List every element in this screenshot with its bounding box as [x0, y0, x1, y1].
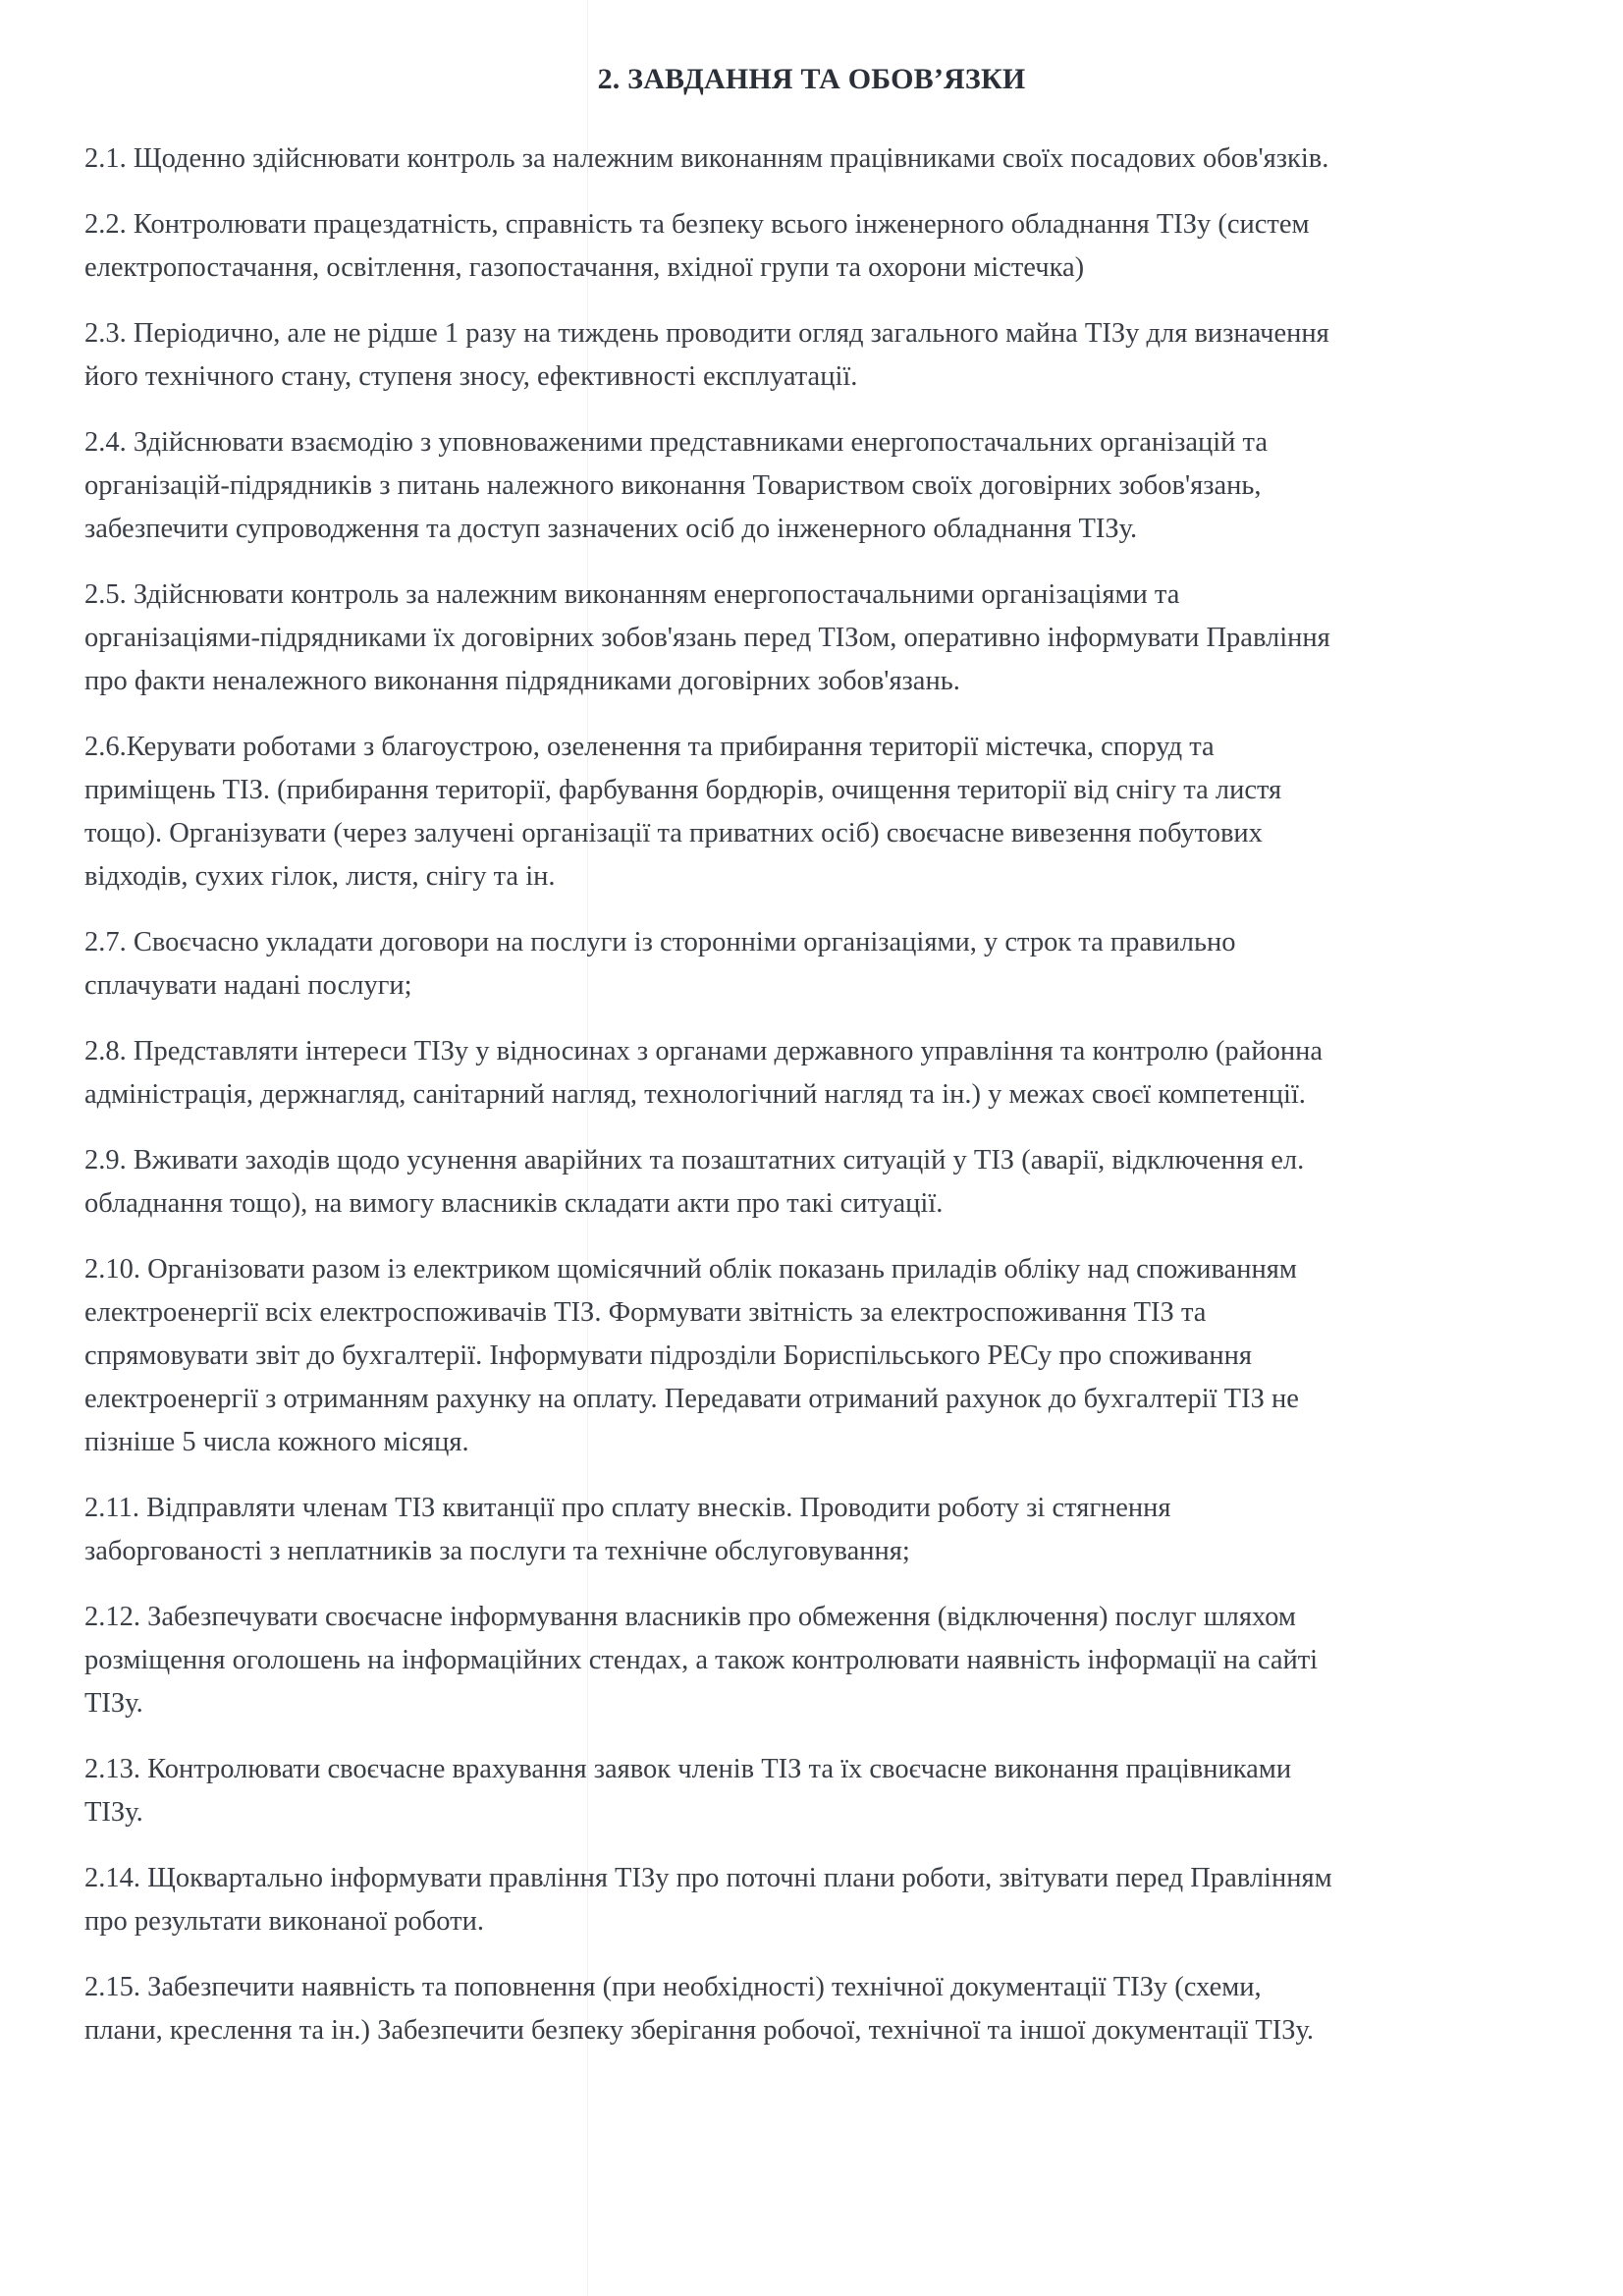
paragraph-line: 2.4. Здійснювати взаємодію з уповноваженими представниками енергопостачальних організацій та	[84, 427, 1269, 458]
paragraph-line: забезпечити супроводження та доступ зазначених осіб до інженерного обладнання ТІЗу.	[84, 514, 1138, 544]
paragraph-line: ТІЗу.	[84, 1797, 143, 1828]
duty-paragraph	[84, 1030, 1567, 1117]
paragraph-line: 2.7. Своєчасно укладати договори на послуги із сторонніми організаціями, у строк та правильно	[84, 927, 1236, 957]
paragraph-line: обладнання тощо), на вимогу власників складати акти про такі ситуації.	[84, 1188, 944, 1219]
paragraph-line: 2.15. Забезпечити наявність та поповнення (при необхідності) технічної документації ТІЗу (схеми,	[84, 1972, 1262, 2002]
duty-paragraph	[84, 137, 1567, 181]
paragraph-line: 2.11. Відправляти членам ТІЗ квитанції про сплату внесків. Проводити роботу зі стягнення	[84, 1493, 1171, 1523]
paragraph-line: 2.13. Контролювати своєчасне врахування заявок членів ТІЗ та їх своєчасне виконання працівниками	[84, 1754, 1292, 1784]
paragraph-line: про факти неналежного виконання підрядниками договірних зобов'язань.	[84, 666, 960, 696]
paragraph-line: 2.14. Щоквартально інформувати правління ТІЗу про поточні плани роботи, звітувати перед Правлінням	[84, 1863, 1332, 1893]
paragraph-line: пізніше 5 числа кожного місяця.	[84, 1427, 469, 1457]
paragraph-line: електропостачання, освітлення, газопостачання, вхідної групи та охорони містечка)	[84, 252, 1085, 283]
paragraph-line: спрямовувати звіт до бухгалтерії. Інформувати підрозділи Бориспільського РЕСу про споживання	[84, 1340, 1253, 1371]
paragraph-line: плани, креслення та ін.) Забезпечити безпеку зберігання робочої, технічної та іншої документації ТІЗу.	[84, 2015, 1315, 2046]
duty-paragraph	[84, 1596, 1567, 1725]
paragraph-line: 2.9. Вживати заходів щодо усунення аварійних та позаштатних ситуацій у ТІЗ (аварії, відключення ел.	[84, 1145, 1305, 1175]
paragraph-line: 2.3. Періодично, але не рідше 1 разу на тиждень проводити огляд загального майна ТІЗу для визначення	[84, 318, 1329, 349]
duty-paragraph	[84, 203, 1567, 290]
paragraph-line: 2.6.Керувати роботами з благоустрою, озеленення та прибирання території містечка, споруд та	[84, 732, 1215, 762]
paragraph-line: 2.12. Забезпечувати своєчасне інформування власників про обмеження (відключення) послуг шляхом	[84, 1602, 1296, 1632]
duty-paragraph	[84, 574, 1567, 703]
duty-paragraph	[84, 726, 1567, 899]
duty-paragraph	[84, 1487, 1567, 1573]
document-body	[84, 137, 1567, 2075]
paragraph-line: про результати виконаної роботи.	[84, 1906, 484, 1937]
duty-paragraph	[84, 921, 1567, 1008]
paragraph-line: сплачувати надані послуги;	[84, 970, 412, 1001]
duty-paragraph	[84, 312, 1567, 399]
paragraph-line: заборгованості з неплатників за послуги та технічне обслуговування;	[84, 1536, 910, 1566]
paragraph-line: 2.10. Організовати разом із електриком щомісячний облік показань приладів обліку над споживанням	[84, 1254, 1297, 1285]
paragraph-line: відходів, сухих гілок, листя, снігу та ін.	[84, 861, 556, 892]
paragraph-line: ТІЗу.	[84, 1688, 143, 1719]
duty-paragraph	[84, 1139, 1567, 1226]
paragraph-line: його технічного стану, ступеня зносу, ефективності експлуатації.	[84, 361, 858, 392]
paragraph-line: електроенергії всіх електроспоживачів ТІЗ. Формувати звітність за електроспоживання ТІЗ та	[84, 1297, 1207, 1328]
duty-paragraph	[84, 1966, 1567, 2052]
paragraph-line: адміністрація, держнагляд, санітарний нагляд, технологічний нагляд та ін.) у межах своєї компетенції.	[84, 1079, 1306, 1110]
paragraph-line: 2.2. Контролювати працездатність, справність та безпеку всього інженерного обладнання ТІЗу (систем	[84, 209, 1310, 240]
duty-paragraph	[84, 1748, 1567, 1834]
paragraph-line: тощо). Організувати (через залучені організації та приватних осіб) своєчасне вивезення побутових	[84, 818, 1263, 848]
paragraph-line: приміщень ТІЗ. (прибирання території, фарбування бордюрів, очищення території від снігу та листя	[84, 775, 1282, 805]
paragraph-line: організаціями-підрядниками їх договірних зобов'язань перед ТІЗом, оперативно інформувати Правління	[84, 623, 1330, 653]
paragraph-line: 2.8. Представляти інтереси ТІЗу у відносинах з органами державного управління та контролю (районна	[84, 1036, 1323, 1066]
paragraph-line: 2.1. Щоденно здійснювати контроль за належним виконанням працівниками своїх посадових обов'язків.	[84, 143, 1329, 174]
paragraph-line: організацій-підрядників з питань належного виконання Товариством своїх договірних зобов'язань,	[84, 470, 1262, 501]
paragraph-line: електроенергії з отриманням рахунку на оплату. Передавати отриманий рахунок до бухгалтерії ТІЗ не	[84, 1384, 1299, 1414]
paragraph-line: 2.5. Здійснювати контроль за належним виконанням енергопостачальними організаціями та	[84, 579, 1180, 610]
duty-paragraph	[84, 421, 1567, 551]
section-title: 2. ЗАВДАННЯ ТА ОБОВ’ЯЗКИ	[597, 63, 1026, 95]
duty-paragraph	[84, 1857, 1567, 1943]
paragraph-line: розміщення оголошень на інформаційних стендах, а також контролювати наявність інформації на сайті	[84, 1645, 1319, 1675]
duty-paragraph	[84, 1248, 1567, 1464]
